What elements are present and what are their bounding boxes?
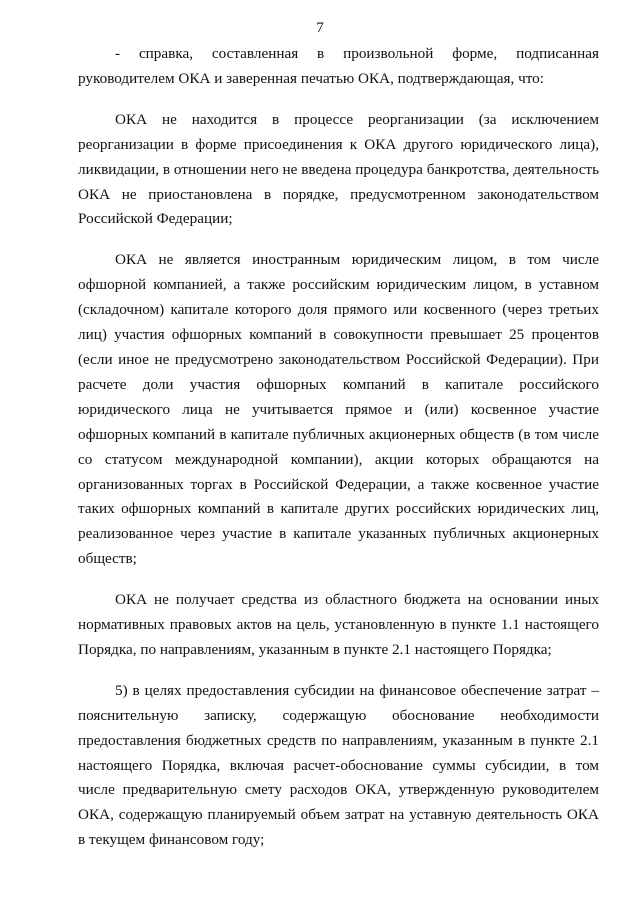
paragraph-no-other-funds: ОКА не получает средства из областного бюджета на основании иных нормативных правовых актов на цель, установленную в пункте 1.1 настоящего Порядка, по направлениям, указанным в пункте 2.1 настоящего Порядка; — [78, 591, 599, 658]
page-number: 7 — [316, 20, 324, 36]
paragraph-not-reorganized: ОКА не находится в процессе реорганизации (за исключением реорганизации в форме присоединения к ОКА другого юридического лица), ликвидации, в отношении него не введена процедура банкротства, деятельность ОКА не приостановлена в порядке, предусмотренном законодательством Российской Федерации; — [78, 110, 599, 228]
page-body — [78, 42, 599, 853]
paragraph-explanatory-note: 5) в целях предоставления субсидии на финансовое обеспечение затрат – пояснительную записку, содержащую обоснование необходимости предоставления бюджетных средств по направлениям, указанным в пункте 2.1 настоящего Порядка, включая расчет-обоснование суммы субсидии, в том числе предварительную смету расходов ОКА, утвержденную руководителем ОКА, содержащую планируемый объем затрат на уставную деятельность ОКА в текущем финансовом году; — [78, 681, 599, 849]
paragraph-not-foreign-entity: ОКА не является иностранным юридическим лицом, в том числе офшорной компанией, а также российским юридическим лицом, в уставном (складочном) капитале которого доля прямого или косвенного (через третьих лиц) участия офшорных компаний в совокупности превышает 25 процентов (если иное не предусмотрено законодательством Российской Федерации). При расчете доли участия офшорных компаний в капитале российского юридического лица не учитывается прямое и (или) косвенное участие офшорных компаний в капитале публичных акционерных обществ (в том числе со статусом международной компании), акции которых обращаются на организованных торгах в Российской Федерации, а также косвенное участие таких офшорных компаний в капитале других российских юридических лиц, реализованное через участие в капитале указанных публичных акционерных обществ; — [78, 251, 599, 568]
paragraph-certificate: - справка, составленная в произвольной форме, подписанная руководителем ОКА и заверенная печатью ОКА, подтверждающая, что: — [78, 45, 599, 87]
